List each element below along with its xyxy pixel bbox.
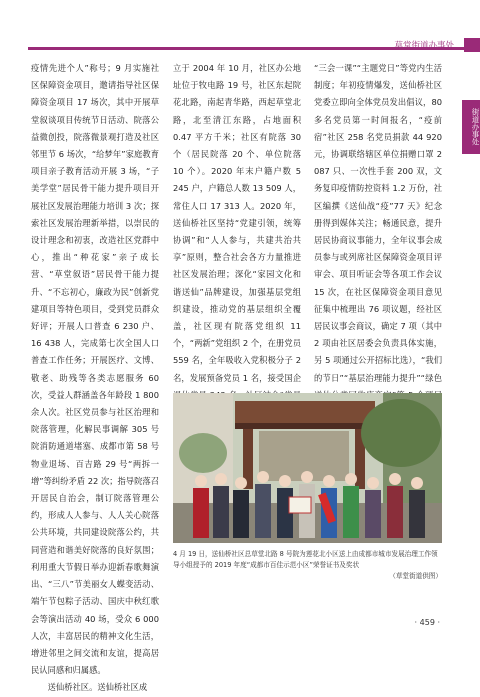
header-tab-marker (464, 38, 480, 52)
paragraph: 疫情先进个人”称号；9 月实施社区保障资金项目，邀请指导社区保障资金项目 17 场次，其中开展草堂叙谈项目传统节日活动、院落公益微创投，院落微景观打造及社区邻里节 6 场次，“给梦年”家庭教育项目亲子教育活动开展 3 场，“子美学堂”居民骨干能力提升项目开展社区发展治理能力培训 3 次；探索社区发展治理新举措，以崇民的设计理念和初衷，改造社区党群中心，推出“种花家”亲子成长营、“草堂叙语”居民骨干能力提升、“不忘初心，廉政为民”创新党建项目等特色项目，受到党员群众好评；开展人口普查 6 230 户、16 438 人，完成第七次全国人口普查工作任务；开展医疗、文博、敬老、助残等各类志愿服务 60 次，受益人群涵盖各年龄段 1 800 余人次。社区党员参与社区治理和院落管理，化解民事调解 305 号院消防通道堵塞、成都市第 58 号物业退场、百吉路 29 号“两拆一增”等纠纷矛盾 22 次；指导院落召开居民自治会，制订院落管理公约，形成人人参与、人人关心院落公共环境，共同建设院落公约，共同营造和谐美好院落的良好氛围；利用重大节假日举办迎新春歌舞演出、“三八”节美丽女人蝶变活动、端午节包粽子活动、国庆中秋红歌会等演出活动 40 场，受众 6 000 人次，丰富居民的精神文化生活，增进邻里之间交流和友谊，提高居民认同感和归属感。 (31, 63, 159, 676)
group-photo (173, 393, 442, 543)
page-number: · 459 · (414, 618, 440, 627)
caption-text: 4 月 19 日，送仙桥社区总草堂北路 8 号院为莲花北小区送上由成都市城市发展治理工作领导小组授予的 2019 年度“成都市百佳示范小区”荣誉证书及奖状 (173, 550, 438, 569)
caption-source: （草堂街道供图） (389, 572, 442, 580)
page-header (0, 0, 480, 62)
group-photo-illustration (173, 393, 442, 543)
paragraph: 送仙桥社区。送仙桥社区成 (47, 682, 148, 693)
photo-caption (173, 549, 442, 582)
header-title: 草堂街道办事处 (394, 41, 454, 51)
paragraph: “三会一课”“主题党日”等党内生活制度；年初疫情爆发，送仙桥社区党委立即向全体党员发出倡议，80 多名党员第一时间报名，“疫前宿”社区 258 名党员捐款 44 920 元，协调联络辖区单位捐赠口罩 2 087 只、一次性手套 200 双，文务复印疫情防控资料 1.2 万份，社区编撰《送仙战“疫”77 天》纪念册得到媒体关注；畅通民意，提升居民协商议事能力，全年议事会成员参与或列席社区保障资金项目评审会、项目听证会等各项工作会议 15 次，在社区保障资金项目意见征集中梳理出 76 项议题，经社区居民议事会商议，确定 7 项（其中 2 项由社区居委会负责具体实施，另 5 项通过公开招标比选），“我们的节日”“基层治理能力提升”“绿色 (314, 63, 442, 383)
text-column-1 (31, 60, 159, 697)
paragraph: 立于 2004 年 10 月，社区办公地址位于牧电路 19 号，社区东起院花北路，南起青华路，西起草堂北路，北至清江东路，占地面积 0.47 平方千米；社区有院落 30 个（居民院落 20 个、单位院落 10 个）。2020 年末户籍户数 5 245 户，户籍总人数 13 509 人，常住人口 17 313 人。2020 年，送仙桥社区坚持“党建引领，统筹协调”和“人人参与，共建共治共享”原则，整合社会各方力量推进社区发展治理；深化“家园文化和谐送仙”品牌建设，加强基层党组织建设，推动党的基层组织全覆盖，社区现有院落党组织 11 个，“两新”党组织 2 个，在册党员 559 名，全年吸收入党积极分子 2 名，发展预备党员 1 名，接受国企 (173, 63, 301, 383)
section-side-tab: 街道办事处 (462, 100, 480, 154)
